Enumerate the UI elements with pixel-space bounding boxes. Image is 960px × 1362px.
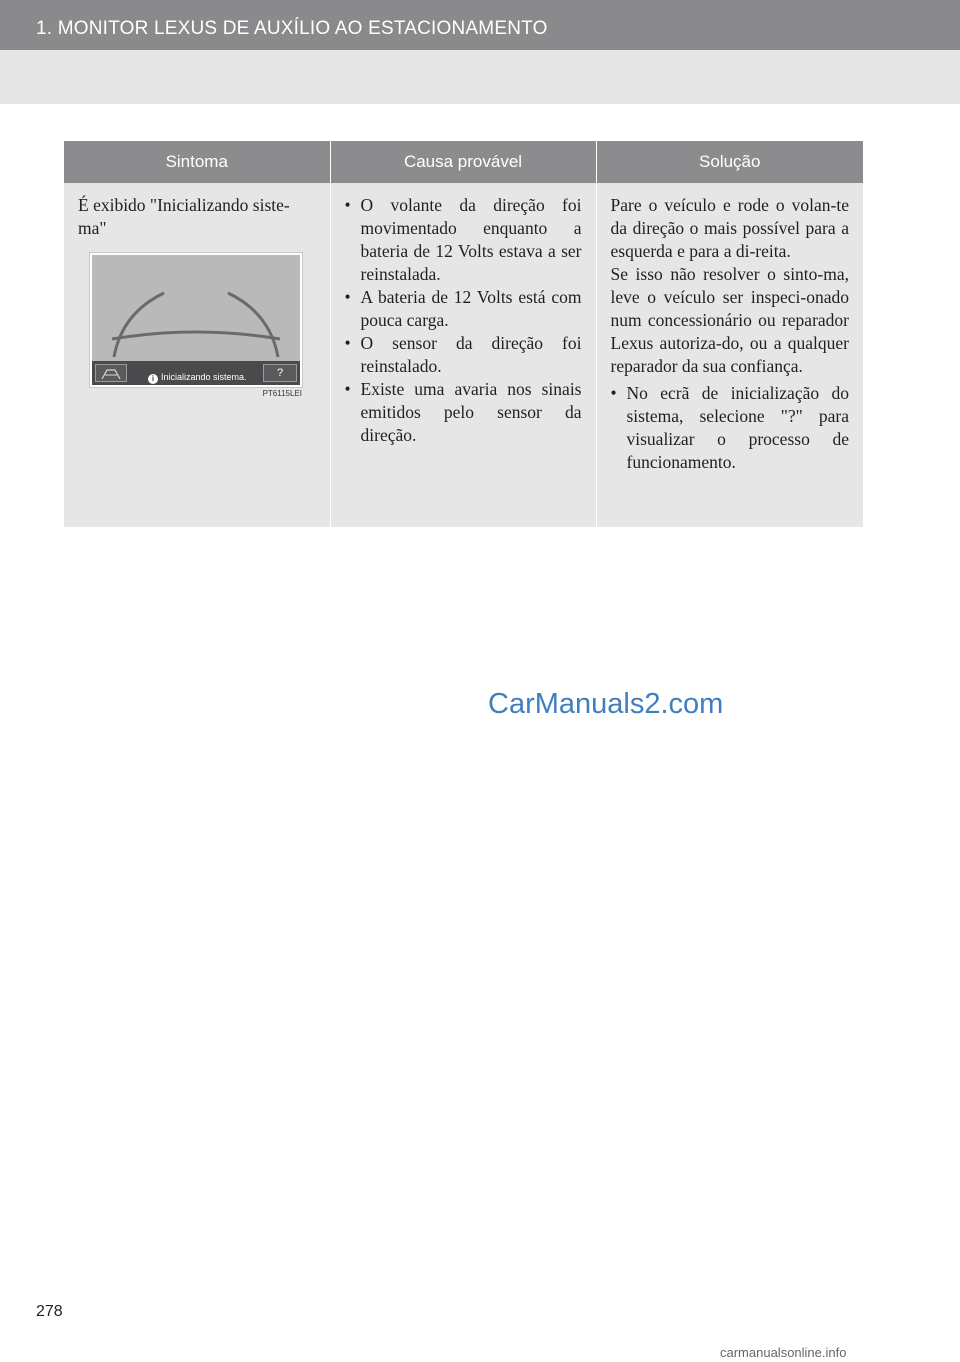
screen-illustration: [90, 253, 302, 399]
symptom-text: É exibido "Inicializando siste-ma": [78, 195, 290, 238]
header-bar: [0, 0, 960, 50]
list-item: • A bateria de 12 Volts está com pouca carga.: [345, 286, 582, 332]
footer-watermark: carmanualsonline.info: [720, 1345, 847, 1360]
column-header-symptom: Sintoma: [64, 141, 330, 183]
info-icon: i: [148, 374, 158, 384]
column-header-cause: Causa provável: [330, 141, 596, 183]
header-band: [0, 50, 960, 104]
list-item: • O sensor da direção foi reinstalado.: [345, 332, 582, 378]
watermark-text: CarManuals2.com: [488, 688, 724, 720]
list-item: • No ecrã de inicialização do sistema, selecione "?" para visualizar o processo de funcionamento.: [611, 382, 850, 474]
column-header-solution: Solução: [596, 141, 863, 183]
list-item: • Existe uma avaria nos sinais emitidos pelo sensor da direção.: [345, 378, 582, 447]
screen-message: [148, 366, 247, 389]
cause-list: [345, 194, 582, 447]
screen-status-bar: [92, 361, 300, 385]
camera-view-icon: [96, 366, 126, 382]
table-header-row: [64, 141, 863, 183]
image-code: PT6115LEI: [262, 389, 302, 398]
cause-cell: [330, 183, 596, 527]
screen-message-text: Inicializando sistema.: [161, 372, 247, 382]
solution-cell: [596, 183, 863, 527]
page-number: 278: [36, 1303, 63, 1320]
camera-view-button[interactable]: [95, 364, 127, 382]
screen-display: [90, 253, 302, 387]
list-item: • O volante da direção foi movimentado enquanto a bateria de 12 Volts estava a ser reinstalada.: [345, 194, 582, 286]
symptom-cell: [64, 183, 330, 527]
page-title: 1. MONITOR LEXUS DE AUXÍLIO AO ESTACIONAMENTO: [36, 18, 548, 39]
troubleshooting-table: [64, 141, 863, 527]
help-button[interactable]: ?: [263, 364, 297, 382]
solution-paragraph: Se isso não resolver o sinto-ma, leve o veículo ser inspeci-onado num concessionário ou reparador Lexus autoriza-do, ou a qualquer reparador da sua confiança.: [610, 264, 849, 376]
solution-paragraph: Pare o veículo e rode o volan-te da direção o mais possível para a esquerda e para a di-reita.: [610, 195, 849, 261]
solution-list: [611, 382, 850, 474]
table-row: [64, 183, 863, 527]
